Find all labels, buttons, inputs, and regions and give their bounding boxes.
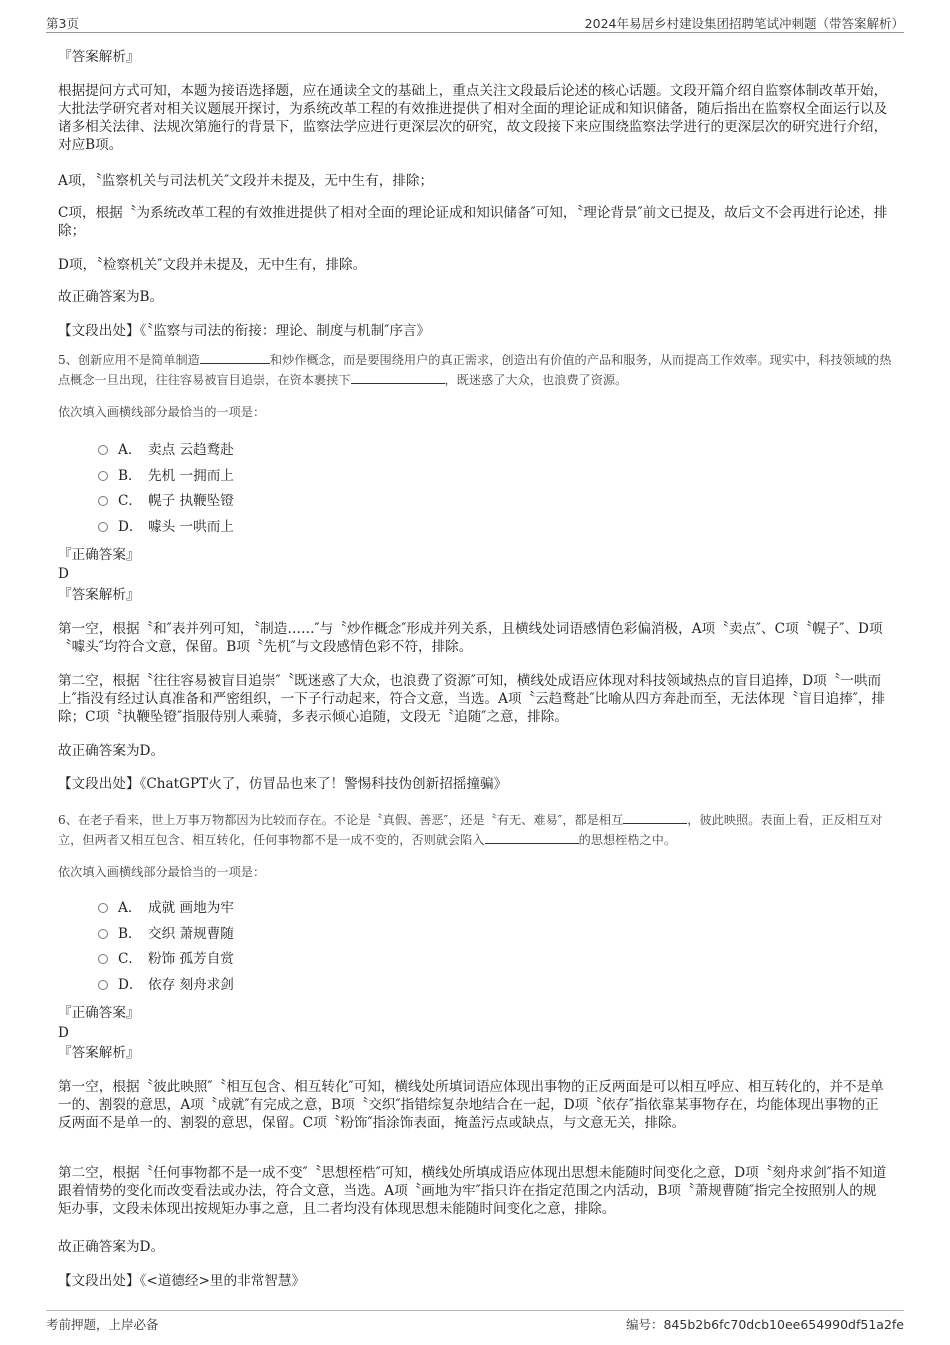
q4-source: 【文段出处】《〝监察与司法的衔接：理论、制度与机制″序言》 [58,323,431,339]
q5-prompt: 依次填入画横线部分最恰当的一项是： [58,405,266,419]
option-key: A． [118,900,142,916]
q6-analysis-para2: 第二空，根据〝任何事物都不是一成不变″〝思想桎梏″可知，横线处所填成语应体现出思想未能随时间变化之意，D项〝刻舟求剑″指不知道跟着情势的变化而改变看法或办法，符合文意，当选。A项〝画地为牢″指只许在指定范围之内活动，B项〝萧规曹随″指完全按照别人的规矩办事，文段未体现出按规矩办事之意，且二者均没有体现思想未能随时间变化之意，排除。 [58,1165,887,1217]
option-text: 交织 萧规曹随 [148,925,234,942]
q5-answer: D [58,566,69,582]
option-key: B． [118,467,142,484]
q4-conclusion: 故正确答案为B。 [58,289,164,305]
document-code: 编号：845b2b6fc70dcb10ee654990df51a2fe [625,1317,904,1332]
footer-slogan: 考前押题，上岸必备 [46,1317,159,1332]
q6-source: 【文段出处】《<道德经>里的非常智慧》 [58,1273,306,1289]
q5-option-b[interactable] [98,464,234,490]
option-text: 成就 画地为牢 [148,900,234,916]
q6-analysis-para1: 第一空，根据〝彼此映照″〝相互包含、相互转化″可知，横线处所填词语应体现出事物的正反两面是可以相互呼应、相互转化的，并不是单一的、割裂的意思，A项〝成就″有完成之意，B项〝交织″指错综复杂地结合在一起，D项〝依存″指依靠某事物存在，均能体现出事物的正反两面不是单一的、割裂的意思，保留。C项〝粉饰″指涂饰表面，掩盖污点或缺点，与文意无关，排除。 [58,1079,884,1131]
q5-answer-label: 『正确答案』 [58,547,140,563]
radio-icon[interactable] [98,903,108,913]
q5-stem-part3: ，既迷惑了大众，也浪费了资源。 [444,373,628,387]
radio-icon[interactable] [98,522,108,532]
q6-analysis-label: 『答案解析』 [58,1045,140,1061]
q4-analysis-para1: 根据提问方式可知，本题为接语选择题，应在通读全文的基础上，重点关注文段最后论述的核心话题。文段开篇介绍自监察体制改革开始，大批法学研究者对相关议题展开探讨，为系统改革工程的有效推进提供了相对全面的理论证成和知识储备，随后指出在监察权全面运行以及诸多相关法律、法规次第施行的背景下，监察法学应进行更深层次的研究，故文段接下来应围绕监察法学进行的更深层次的研究进行介绍，对应B项。 [58,83,888,153]
q6-option-d[interactable] [98,973,234,999]
q5-source: 【文段出处】《ChatGPT火了，仿冒品也来了！警惕科技伪创新招摇撞骗》 [58,776,508,792]
option-key: C． [118,951,142,967]
q5-option-d[interactable] [98,515,234,541]
option-key: C． [118,493,142,509]
q6-stem [58,810,892,850]
q6-options [98,896,234,998]
q6-stem-part2: ，彼此映照。表面上看，正反相互对立，但两者又相互包含、相互转化，任何事物都不是一成不变的，否则就会陷入 [58,813,883,847]
radio-icon[interactable] [98,496,108,506]
radio-icon[interactable] [98,980,108,990]
q6-answer-label: 『正确答案』 [58,1005,140,1021]
q5-analysis-para2: 第二空，根据〝往往容易被盲目追崇″〝既迷惑了大众，也浪费了资源″可知，横线处成语应体现对科技领域热点的盲目追捧，D项〝一哄而上″指没有经过认真准备和严密组织，一下子行动起来，符合文意，当选。A项〝云趋鹜赴″比喻从四方奔赴而至，无法体现〝盲目追捧″，排除；C项〝执鞭坠镫″指服侍别人乘骑，多表示倾心追随，文段无〝追随″之意，排除。 [58,673,886,725]
option-text: 卖点 云趋鹜赴 [148,442,234,458]
q5-option-c[interactable] [98,489,234,515]
q4-analysis-para3: C项，根据〝为系统改革工程的有效推进提供了相对全面的理论证成和知识储备″可知，〝理论背景″前文已提及，故后文不会再进行论述，排除； [58,205,888,239]
q5-stem [58,350,892,390]
option-text: 先机 一拥而上 [148,467,234,484]
q5-options [98,438,234,540]
q5-option-a[interactable] [98,438,234,464]
q6-prompt: 依次填入画横线部分最恰当的一项是： [58,865,266,879]
q6-option-b[interactable] [98,922,234,948]
q5-analysis-label: 『答案解析』 [58,587,140,603]
page-number: 第3页 [46,16,79,31]
option-text: 粉饰 孤芳自赏 [148,951,234,967]
option-text: 依存 刻舟求剑 [148,976,234,993]
radio-icon[interactable] [98,954,108,964]
q6-blank-1 [623,810,687,824]
option-text: 幌子 执鞭坠镫 [148,493,234,509]
option-key: B． [118,925,142,942]
q5-blank-2 [351,370,445,384]
q5-stem-part1: 5、创新应用不是简单制造 [58,353,200,367]
option-text: 噱头 一哄而上 [148,518,234,535]
q6-conclusion: 故正确答案为D。 [58,1239,165,1255]
q4-analysis-para2: A项，〝监察机关与司法机关″文段并未提及，无中生有，排除； [58,173,434,189]
q6-option-c[interactable] [98,947,234,973]
q4-analysis-para4: D项，〝检察机关″文段并未提及，无中生有，排除。 [58,257,367,273]
q6-answer: D [58,1025,69,1041]
q6-blank-2 [485,830,579,844]
q6-option-a[interactable] [98,896,234,922]
q5-conclusion: 故正确答案为D。 [58,743,165,759]
option-key: A． [118,442,142,458]
q5-analysis-para1: 第一空，根据〝和″表并列可知，〝制造……″与〝炒作概念″形成并列关系，且横线处词语感情色彩偏消极，A项〝卖点″、C项〝幌子″、D项〝噱头″均符合文意，保留。B项〝先机″与文段感情色彩不符，排除。 [58,621,883,655]
q4-analysis-label: 『答案解析』 [58,49,140,65]
document-title: 2024年易居乡村建设集团招聘笔试冲刺题（带答案解析） [584,16,904,31]
radio-icon[interactable] [98,445,108,455]
q6-stem-part1: 6、在老子看来，世上万事万物都因为比较而存在。不论是〝真假、善恶″，还是〝有无、难易″，都是相互 [58,813,624,827]
option-key: D． [118,518,143,535]
option-key: D． [118,976,143,993]
page-footer [46,1310,904,1335]
radio-icon[interactable] [98,471,108,481]
radio-icon[interactable] [98,929,108,939]
q6-stem-part3: 的思想桎梏之中。 [578,833,677,847]
page-header [46,12,904,33]
q5-blank-1 [200,350,270,364]
q5-stem-part2: 和炒作概念，而是要围绕用户的真正需求，创造出有价值的产品和服务，从而提高工作效率。现实中，科技领域的热点概念一旦出现，往往容易被盲目追崇，在资本裹挟下 [58,353,892,387]
